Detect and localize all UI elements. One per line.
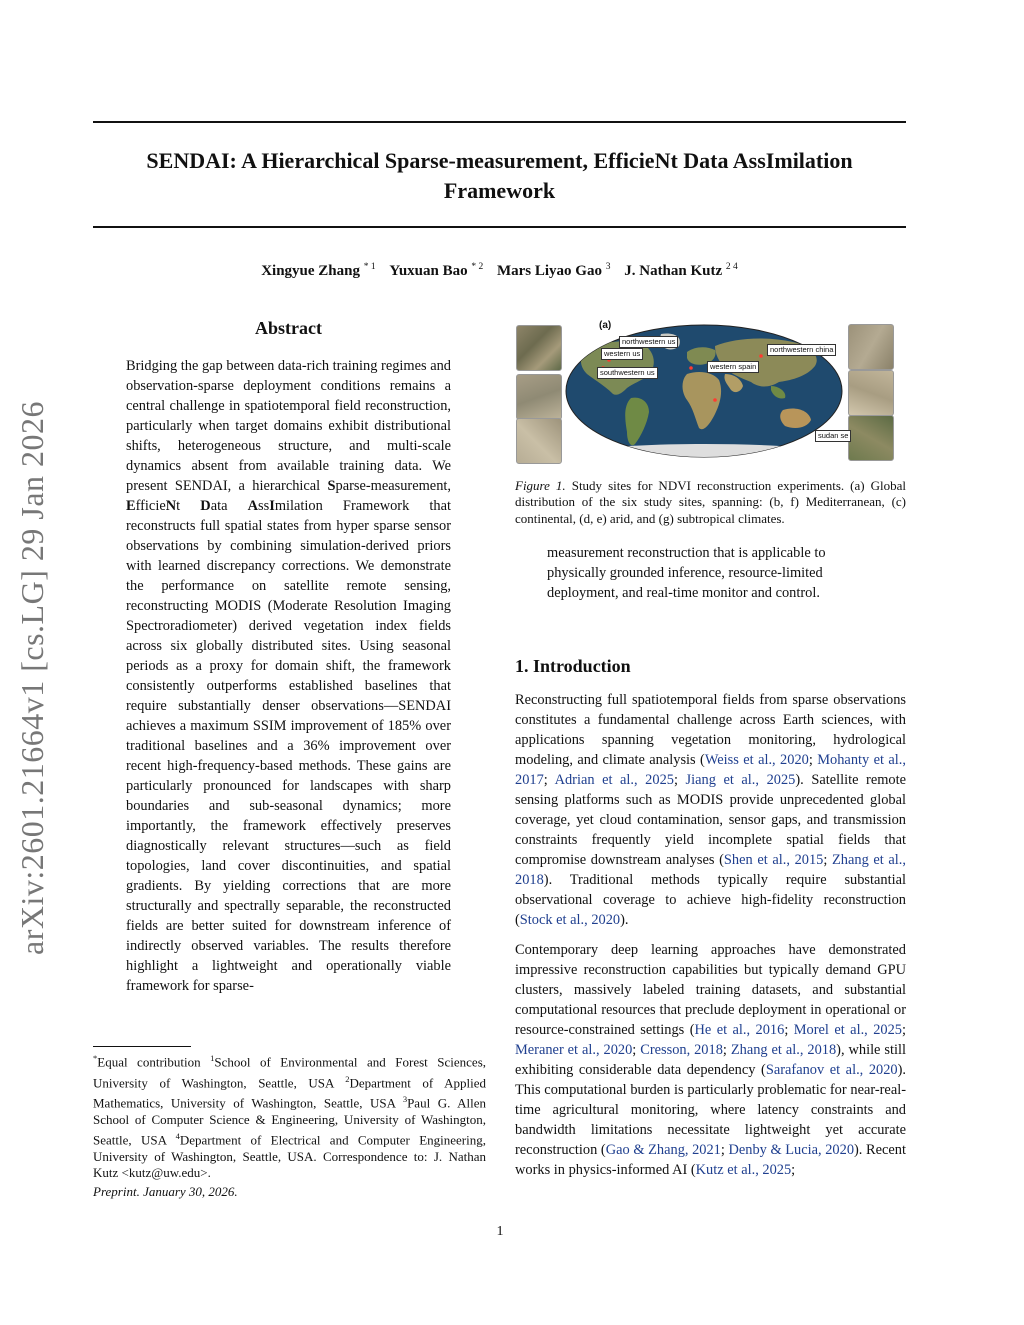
- site-label: western spain: [707, 361, 759, 373]
- citation-link[interactable]: Shen et al., 2015: [723, 852, 824, 868]
- citation-link[interactable]: Denby & Lucia, 2020: [728, 1142, 855, 1158]
- site-thumbnail-image: [848, 324, 894, 370]
- citation-link[interactable]: Meraner et al., 2020: [515, 1042, 633, 1058]
- citation-link[interactable]: Adrian et al., 2025: [554, 772, 674, 788]
- citation-link[interactable]: Gao & Zhang, 2021: [605, 1142, 721, 1158]
- title-rule-bottom: [93, 226, 906, 228]
- paragraph: Reconstructing full spatiotemporal fields from sparse observations constitutes a fundamental challenge across Earth sciences, with applications spanning vegetation monitoring, hydrological modeling, and climate analysis (Weiss et al., 2020; Mohanty et al., 2017; Adrian et al., 2025; Jiang et al., 2025). Satellite remote sensing platforms such as MODIS provide unprecedented global coverage, yet cloud contamination, sensor gaps, and transmission constraints frequently yield incomplete spatial fields that compromise downstream analyses (Shen et al., 2015; Zhang et al., 2018). Traditional methods typically require substantial observational coverage to achieve high-fidelity reconstruction (Stock et al., 2020).: [515, 692, 906, 928]
- site-thumbnail-image: [516, 418, 562, 464]
- site-thumbnail-image: [848, 415, 894, 461]
- citation-link[interactable]: Jiang et al., 2025: [685, 772, 796, 788]
- site-label: southwestern us: [597, 367, 658, 379]
- affiliations-footnote: *Equal contribution $^1$School of Environmental and Forest Sciences, University of Washington, Seattle, USA $^2$Department of Applied Mathematics, University of Washington, Seattle, USA $^3$Paul G. Allen School of Computer Science & Engineering, University of Washington, Seattle, USA $^4$Department of Electrical and Computer Engineering, University of Washington, Seattle, USA. Correspondence to: J. Nathan Kutz <kutz@uw.edu>.: [93, 1053, 487, 1181]
- site-thumbnail-image: [516, 374, 562, 420]
- author: Yuxuan Bao $^{* 2}$: [389, 262, 484, 279]
- title-rule-top: [93, 121, 906, 123]
- site-marker: [689, 366, 693, 370]
- citation-link[interactable]: Mohanty et al., 2017: [515, 752, 906, 788]
- site-label: sudan se: [815, 430, 851, 442]
- site-marker: [713, 398, 717, 402]
- preprint-date: Preprint. January 30, 2026.: [93, 1184, 238, 1199]
- figure-study-sites: [515, 318, 906, 464]
- author: J. Nathan Kutz $^{2 4}$: [624, 262, 738, 279]
- figure-panel-label: (a): [599, 320, 612, 331]
- introduction-body: [515, 690, 906, 1190]
- arxiv-identifier-stamp: arXiv:2601.21664v1 [cs.LG] 29 Jan 2026: [14, 400, 50, 955]
- citation-link[interactable]: Morel et al., 2025: [793, 1022, 902, 1038]
- author-list: [93, 262, 906, 280]
- abstract-continuation: measurement reconstruction that is applicable to physically grounded inference, resource-limited deployment, and real-time monitor and control.: [547, 545, 826, 601]
- citation-link[interactable]: Kutz et al., 2025: [695, 1162, 792, 1178]
- site-label: northwestern us: [619, 336, 678, 348]
- page-number: 1: [496, 1224, 504, 1239]
- paper-title: SENDAI: A Hierarchical Sparse-measurement, EfficieNt Data AssImilation Framework: [146, 148, 853, 203]
- footnote-rule: [93, 1046, 191, 1047]
- section-heading-introduction: 1. Introduction: [515, 656, 631, 676]
- site-label: western us: [601, 348, 643, 360]
- citation-link[interactable]: He et al., 2016: [694, 1022, 785, 1038]
- citation-link[interactable]: Cresson, 2018: [640, 1042, 723, 1058]
- citation-link[interactable]: Zhang et al., 2018: [730, 1042, 837, 1058]
- citation-link[interactable]: Sarafanov et al., 2020: [765, 1062, 898, 1078]
- abstract-heading: Abstract: [255, 318, 322, 338]
- site-marker: [759, 354, 763, 358]
- paragraph: Contemporary deep learning approaches have demonstrated impressive reconstruction capabilities but typically demand GPU clusters, massively labeled training datasets, and substantial computational resources that preclude deployment in operational or resource-constrained settings (He et al., 2016; Morel et al., 2025; Meraner et al., 2020; Cresson, 2018; Zhang et al., 2018), while still exhibiting considerable data dependency (Sarafanov et al., 2020). This computational burden is particularly problematic for near-real-time agricultural monitoring, where latency constraints and bandwidth limitations necessitate lightweight yet accurate reconstruction (Gao & Zhang, 2021; Denby & Lucia, 2020). Recent works in physics-informed AI (Kutz et al., 2025;: [515, 942, 906, 1178]
- author: Xingyue Zhang $^{* 1}$: [261, 262, 376, 279]
- citation-link[interactable]: Zhang et al., 2018: [515, 852, 906, 888]
- figure-caption: Figure 1. Study sites for NDVI reconstruction experiments. (a) Global distribution of the six study sites, spanning: (b, f) Mediterranean, (c) continental, (d, e) arid, and (g) subtropical climates.: [515, 478, 906, 526]
- citation-link[interactable]: Weiss et al., 2020: [704, 752, 809, 768]
- site-thumbnail-image: [516, 325, 562, 371]
- site-label: northwestern china: [767, 344, 836, 356]
- citation-link[interactable]: Stock et al., 2020: [519, 912, 621, 928]
- author: Mars Liyao Gao $^3$: [496, 262, 611, 279]
- abstract-text: Bridging the gap between data-rich training regimes and observation-sparse deployment conditions remains a central challenge in spatiotemporal field reconstruction, particularly when target domains exhibit distributional shifts, heterogeneous structure, and multi-scale dynamics absent from available training data. We present SENDAI, a hierarchical Sparse-measurement, EfficieNt Data AssImilation Framework that reconstructs full spatial states from hyper sparse sensor observations by combining simulation-derived priors with learned discrepancy corrections. We demonstrate the performance on satellite remote sensing, reconstructing MODIS (Moderate Resolution Imaging Spectroradiometer) derived vegetation index fields across six globally distributed sites. Using seasonal periods as a proxy for domain shift, the framework consistently outperforms established baselines that require substantially denser observations—SENDAI achieves a maximum SSIM improvement of 185% over traditional baselines and a 36% improvement over recent high-frequency-based methods. These gains are particularly pronounced for landscapes with sharp boundaries and sub-seasonal dynamics; more importantly, the framework effectively preserves diagnostically relevant structures—such as field topologies, land cover discontinuities, and spatial gradients. By yielding corrections that are more structurally and spectrally separable, the reconstructed fields are better suited for downstream inference of indirectly observed variables. The results therefore highlight a lightweight and operationally viable framework for sparse-: [126, 358, 451, 994]
- site-thumbnail-image: [848, 370, 894, 416]
